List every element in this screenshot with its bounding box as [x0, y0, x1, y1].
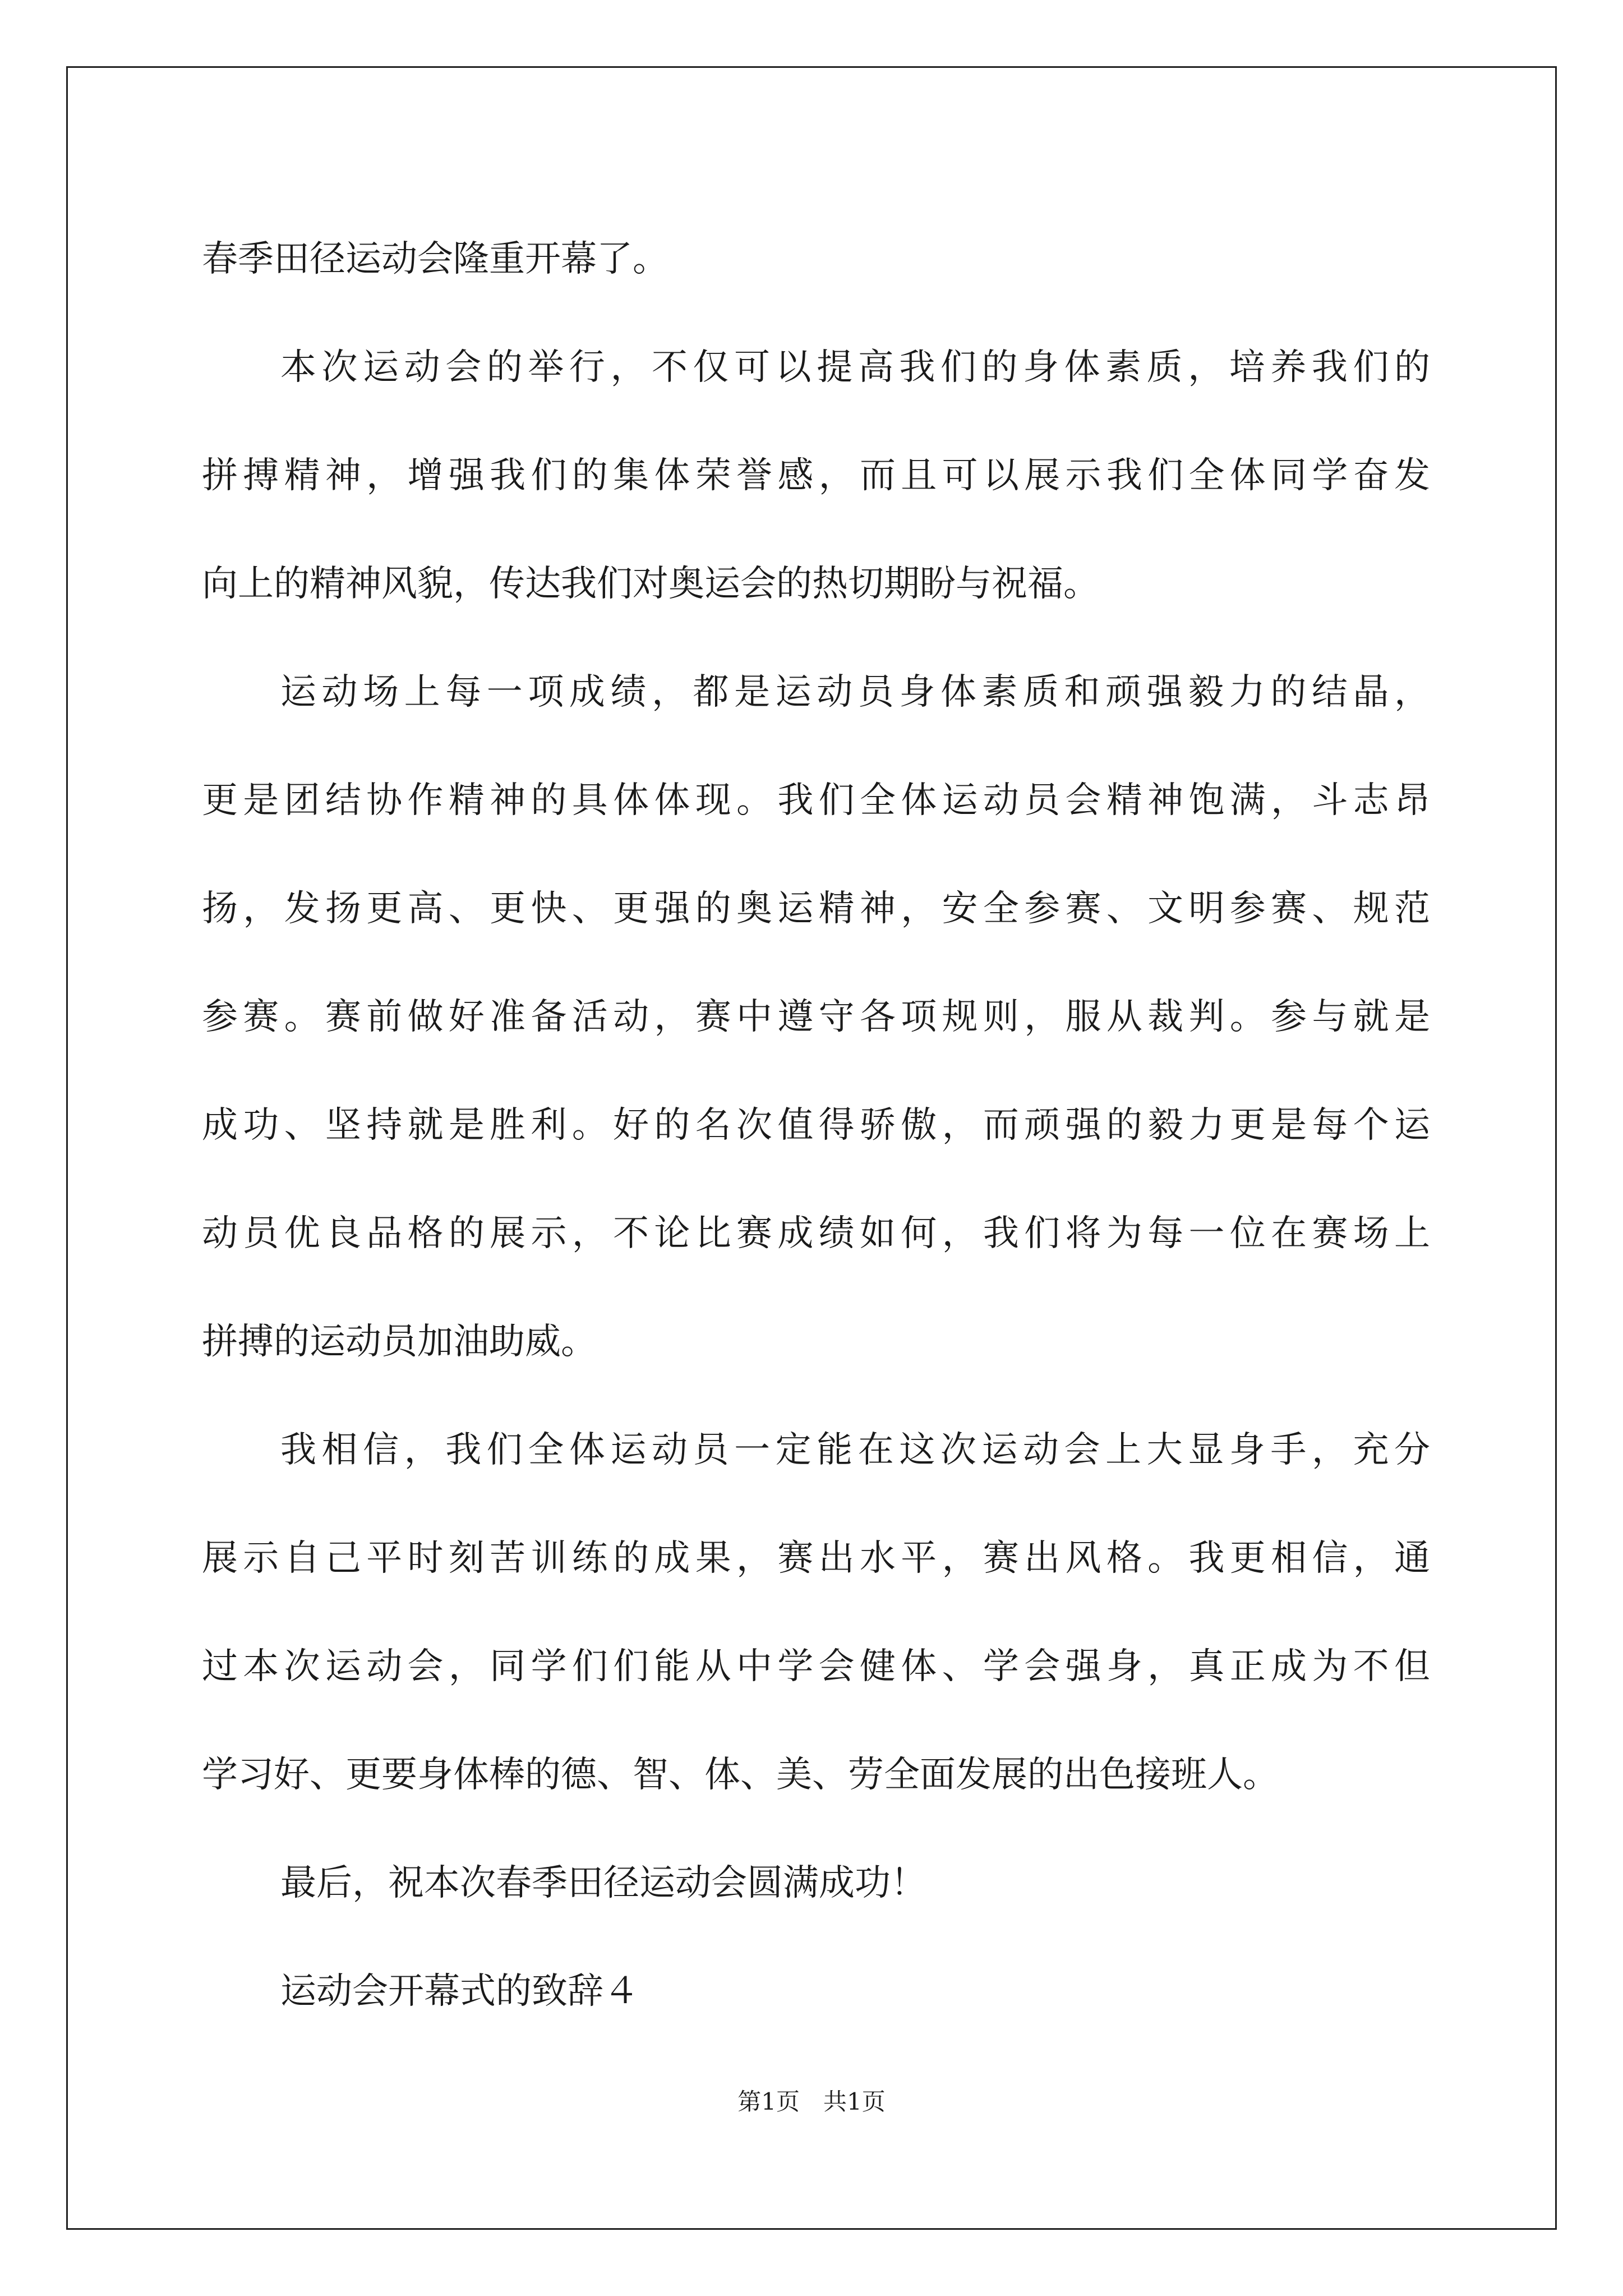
text-line: 拼搏的运动员加油助威。 [202, 1321, 597, 1363]
text-line: 最后，祝本次春季田径运动会圆满成功！ [280, 1862, 926, 1904]
text-line: 向上的精神风貌，传达我们对奥运会的热切期盼与祝福。 [202, 563, 1099, 605]
section-heading: 运动会开幕式的致辞４ [280, 1971, 639, 2012]
text-line: 运动场上每一项成绩，都是运动员身体素质和顽强毅力的结晶， [280, 671, 1430, 713]
text-line: 拼搏精神，增强我们的集体荣誉感，而且可以展示我们全体同学奋发 [202, 455, 1430, 496]
text-line: 春季田径运动会隆重开幕了。 [202, 238, 668, 280]
text-line: 参赛。赛前做好准备活动，赛中遵守各项规则，服从裁判。参与就是 [202, 996, 1430, 1038]
text-line: 本次运动会的举行，不仅可以提高我们的身体素质，培养我们的 [280, 347, 1430, 388]
text-line: 学习好、更要身体棒的德、智、体、美、劳全面发展的出色接班人。 [202, 1754, 1279, 1796]
text-line: 展示自己平时刻苦训练的成果，赛出水平，赛出风格。我更相信，通 [202, 1538, 1430, 1579]
text-line: 成功、坚持就是胜利。好的名次值得骄傲，而顽强的毅力更是每个运 [202, 1105, 1430, 1146]
text-line: 我相信，我们全体运动员一定能在这次运动会上大显身手，充分 [280, 1429, 1430, 1471]
text-line: 动员优良品格的展示，不论比赛成绩如何，我们将为每一位在赛场上 [202, 1213, 1430, 1254]
text-line: 过本次运动会，同学们们能从中学会健体、学会强身，真正成为不但 [202, 1646, 1430, 1687]
text-line: 扬，发扬更高、更快、更强的奥运精神，安全参赛、文明参赛、规范 [202, 888, 1430, 930]
text-line: 更是团结协作精神的具体体现。我们全体运动员会精神饱满，斗志昂 [202, 780, 1430, 821]
page-number-footer: 第1页 共1页 [737, 2088, 886, 2115]
document-body [202, 205, 1430, 2046]
